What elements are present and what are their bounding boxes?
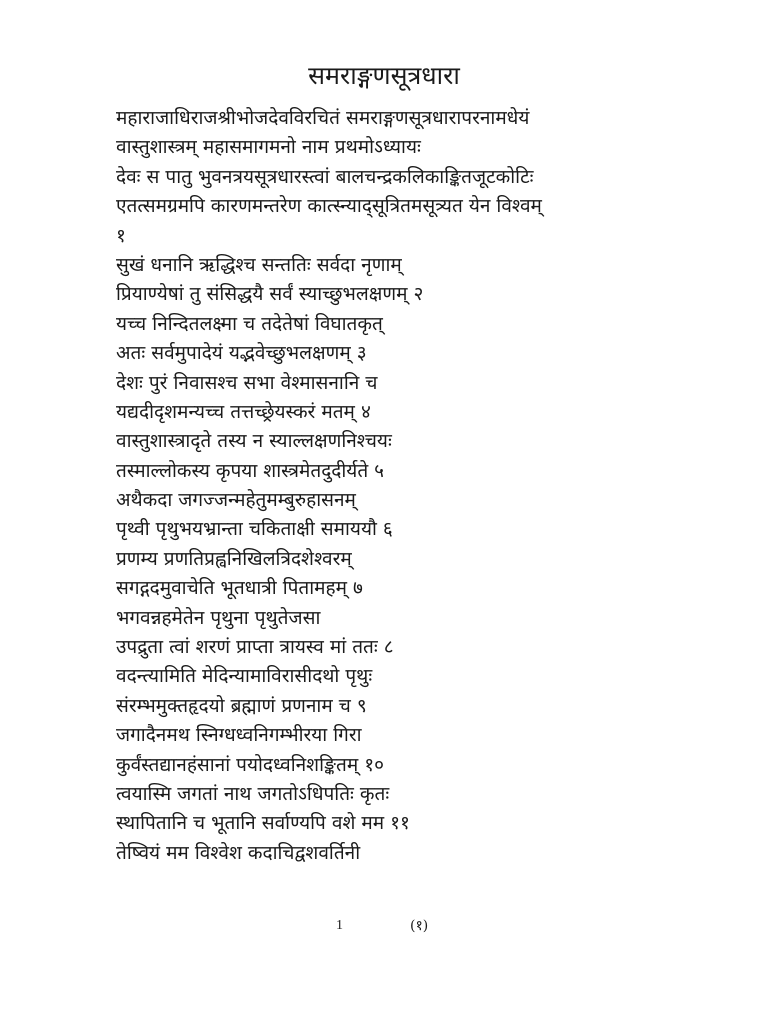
page-footer [0, 914, 768, 938]
text-line: तस्माल्लोकस्य कृपया शास्त्रमेतदुदीर्यते ५ [116, 459, 385, 482]
text-line: संरम्भमुक्तहृदयो ब्रह्माणं प्रणनाम च ९ [116, 694, 367, 717]
text-line: अतः सर्वमुपादेयं यद्भवेच्छुभलक्षणम् ३ [116, 342, 367, 365]
text-line: यद्यदीदृशमन्यच्च तत्तच्छ्रेयस्करं मतम् ४ [116, 400, 371, 423]
text-line: देवः स पातु भुवनत्रयसूत्रधारस्त्वां बालचन्द्रकलिकाङ्कितजूटकोटिः [116, 165, 534, 188]
text-line: महाराजाधिराजश्रीभोजदेवविरचितं समराङ्गणसूत्रधारापरनामधेयं [116, 107, 530, 129]
text-line: त्वयास्मि जगतां नाथ जगतोऽधिपतिः कृतः [116, 782, 390, 805]
text-line: एतत्समग्रमपि कारणमन्तरेण कात्स्न्याद्सूत्रितमसूत्र्यत येन विश्वम् [116, 195, 542, 218]
page-number: 1 [336, 918, 343, 933]
text-line: उपद्रुता त्वां शरणं प्राप्ता त्रायस्व मां ततः ८ [116, 636, 394, 659]
text-line: वास्तुशास्त्रम् महासमागमनो नाम प्रथमोऽध्यायः [116, 136, 421, 159]
text-line: जगादैनमथ स्निग्धध्वनिगम्भीरया गिरा [116, 724, 362, 747]
text-line: १ [116, 224, 126, 247]
text-line: देशः पुरं निवासश्च सभा वेश्मासनानि च [116, 371, 378, 394]
text-line: प्रियाण्येषां तु संसिद्धयै सर्वं स्याच्छुभलक्षणम् २ [116, 283, 424, 306]
text-line: स्थापितानि च भूतानि सर्वाण्यपि वशे मम ११ [116, 812, 410, 835]
page-title: समराङ्गणसूत्रधारा [308, 61, 460, 90]
text-line: पृथ्वी पृथुभयभ्रान्ता चकिताक्षी समाययौ ६ [116, 518, 393, 541]
text-line: भगवन्नहमेतेन पृथुना पृथुतेजसा [116, 606, 321, 629]
verse-text-block [116, 104, 736, 868]
text-line: यच्च निन्दितलक्ष्मा च तदेतेषां विघातकृत् [116, 312, 383, 335]
text-line: अथैकदा जगज्जन्महेतुमम्बुरुहासनम् [116, 489, 356, 512]
text-line: वदन्त्यामिति मेदिन्यामाविरासीदथो पृथुः [116, 665, 373, 688]
text-line: तेष्वियं मम विश्वेश कदाचिद्वशवर्तिनी [116, 841, 361, 864]
text-line: कुर्वंस्तद्यानहंसानां पयोदध्वनिशङ्कितम् १० [116, 753, 385, 776]
text-line: प्रणम्य प्रणतिप्रह्वनिखिलत्रिदशेश्वरम् [116, 547, 352, 570]
text-line: सगद्गदमुवाचेति भूतधात्री पितामहम् ७ [116, 577, 363, 600]
page-number-devanagari: (१) [410, 918, 429, 934]
text-line: वास्तुशास्त्रादृते तस्य न स्याल्लक्षणनिश्चयः [116, 430, 392, 453]
text-line: सुखं धनानि ऋद्धिश्च सन्ततिः सर्वदा नृणाम् [116, 253, 402, 276]
